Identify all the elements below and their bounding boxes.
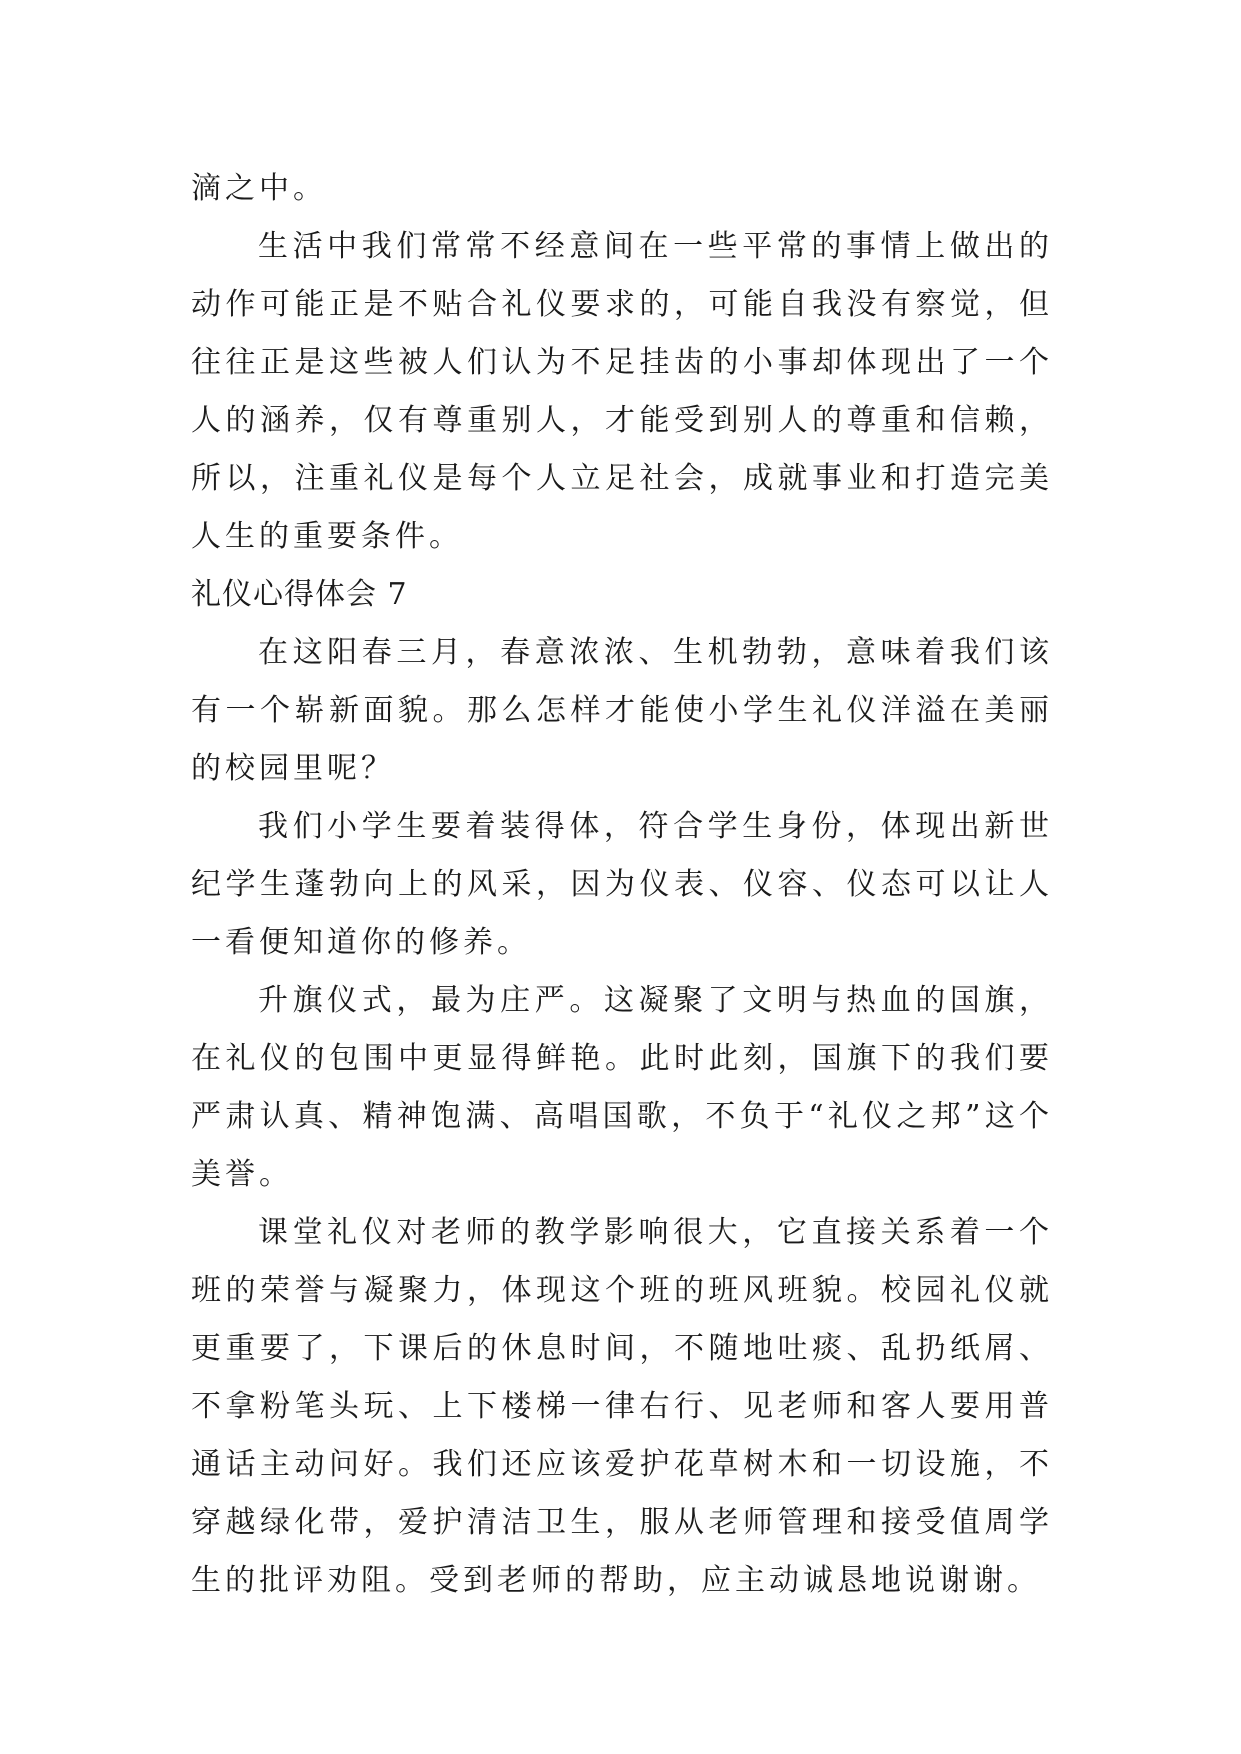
document-body	[191, 160, 1053, 1610]
paragraph: 在这阳春三月，春意浓浓、生机勃勃，意味着我们该有一个崭新面貌。那么怎样才能使小学生礼仪洋溢在美丽的校园里呢？	[191, 635, 1053, 786]
paragraph: 我们小学生要着装得体，符合学生身份，体现出新世纪学生蓬勃向上的风采，因为仪表、仪容、仪态可以让人一看便知道你的修养。	[191, 809, 1053, 960]
paragraph-continuation: 滴之中。	[191, 171, 327, 206]
paragraph: 生活中我们常常不经意间在一些平常的事情上做出的动作可能正是不贴合礼仪要求的，可能自我没有察觉，但往往正是这些被人们认为不足挂齿的小事却体现出了一个人的涵养，仅有尊重别人，才能受到别人的尊重和信赖，所以，注重礼仪是每个人立足社会，成就事业和打造完美人生的重要条件。	[191, 229, 1053, 554]
paragraph: 升旗仪式，最为庄严。这凝聚了文明与热血的国旗，在礼仪的包围中更显得鲜艳。此时此刻，国旗下的我们要严肃认真、精神饱满、高唱国歌，不负于“礼仪之邦”这个美誉。	[191, 983, 1053, 1192]
section-heading: 礼仪心得体会 7	[191, 577, 408, 612]
paragraph: 课堂礼仪对老师的教学影响很大，它直接关系着一个班的荣誉与凝聚力，体现这个班的班风班貌。校园礼仪就更重要了，下课后的休息时间，不随地吐痰、乱扔纸屑、不拿粉笔头玩、上下楼梯一律右行、见老师和客人要用普通话主动问好。我们还应该爱护花草树木和一切设施，不穿越绿化带，爱护清洁卫生，服从老师管理和接受值周学生的批评劝阻。受到老师的帮助，应主动诚恳地说谢谢。	[191, 1215, 1053, 1598]
